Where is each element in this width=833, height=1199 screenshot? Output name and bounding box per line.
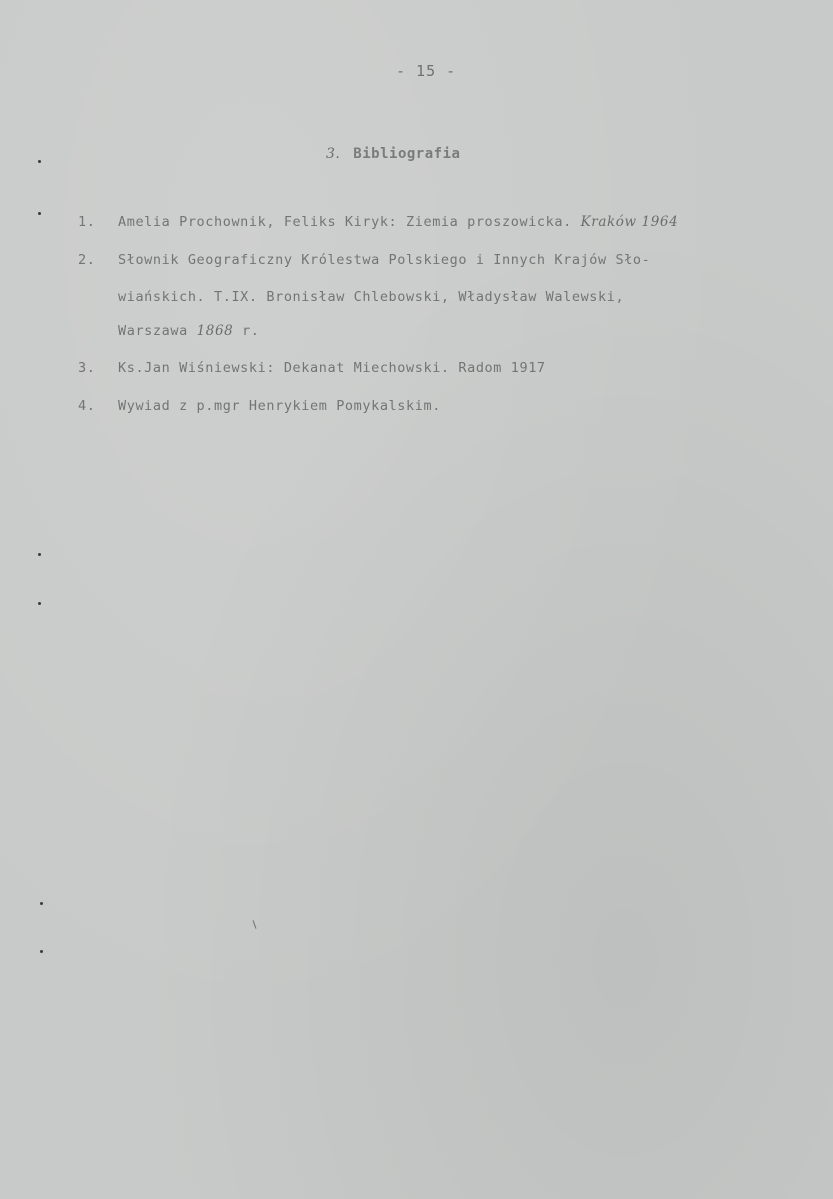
section-heading — [326, 146, 460, 162]
scan-speck — [38, 160, 41, 163]
scan-speck — [38, 602, 41, 605]
entry-handwritten-text: 1868 — [196, 323, 234, 339]
entry-typed-text: Amelia Prochownik, Feliks Kiryk: Ziemia proszowicka. — [118, 214, 581, 230]
scan-speck — [40, 902, 43, 905]
section-number: 3. — [326, 146, 341, 162]
entry-number: 2. — [78, 252, 96, 268]
section-title: Bibliografia — [353, 146, 461, 162]
entry-text — [118, 214, 678, 230]
entry-number: 1. — [78, 214, 96, 230]
entry-text: Słownik Geograficzny Królestwa Polskiego i Innych Krajów Sło- — [118, 252, 651, 268]
entry-text: Ks.Jan Wiśniewski: Dekanat Miechowski. Radom 1917 — [118, 360, 546, 376]
entry-text: wiańskich. T.IX. Bronisław Chlebowski, Władysław Walewski, — [118, 289, 625, 305]
scan-mark — [252, 920, 256, 929]
scan-speck — [38, 553, 41, 556]
entry-number: 4. — [78, 398, 96, 414]
scan-speck — [40, 950, 43, 953]
entry-typed-text: Warszawa — [118, 323, 197, 339]
entry-text — [118, 323, 260, 339]
entry-handwritten-text: Kraków 1964 — [580, 214, 679, 230]
entry-typed-text: r. — [233, 323, 260, 339]
entry-number: 3. — [78, 360, 96, 376]
entry-text: Wywiad z p.mgr Henrykiem Pomykalskim. — [118, 398, 441, 414]
page-number: - 15 - — [396, 62, 457, 80]
scan-speck — [38, 212, 41, 215]
